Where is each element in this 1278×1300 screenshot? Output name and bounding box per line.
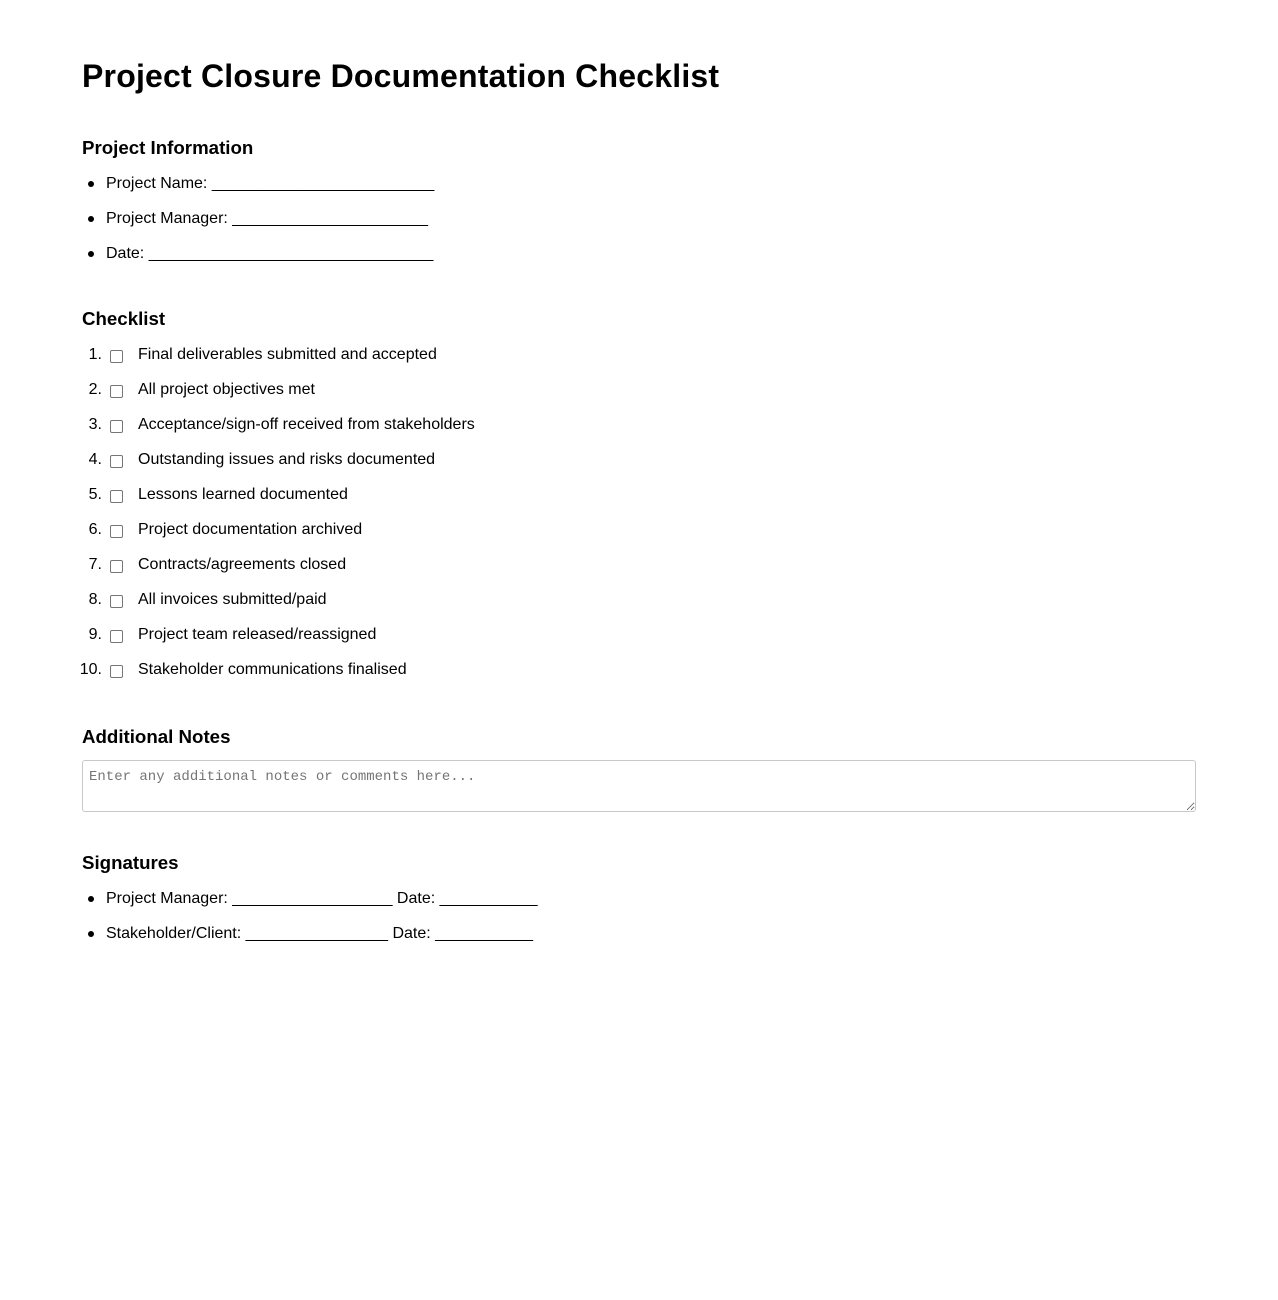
- item-number: 8.: [88, 591, 102, 608]
- checklist-item: [82, 625, 682, 660]
- item-number: 7.: [88, 556, 102, 573]
- bullet-icon: [88, 181, 94, 187]
- notes-heading: Additional Notes: [82, 726, 231, 747]
- checklist-item-label: Acceptance/sign-off received from stakeholders: [138, 416, 475, 433]
- checklist-item-label: Project team released/reassigned: [138, 626, 377, 643]
- item-number: 2.: [88, 381, 102, 398]
- project-name-blank: _________________________: [211, 175, 435, 192]
- checklist-checkbox[interactable]: [110, 385, 123, 398]
- notes-textarea[interactable]: [82, 760, 1196, 812]
- checklist: [79, 345, 682, 695]
- checklist-checkbox[interactable]: [110, 350, 123, 363]
- item-number: 3.: [88, 416, 102, 433]
- checklist-item: [82, 450, 682, 485]
- signatures-heading: Signatures: [82, 852, 179, 873]
- signature-date-blank: ___________: [435, 925, 534, 942]
- checklist-heading: Checklist: [82, 308, 166, 329]
- item-number: 5.: [88, 486, 102, 503]
- checklist-checkbox[interactable]: [110, 490, 123, 503]
- checklist-checkbox[interactable]: [110, 455, 123, 468]
- item-number: 6.: [88, 521, 102, 538]
- checklist-item: [82, 345, 682, 380]
- checklist-item: [82, 520, 682, 555]
- item-number: 4.: [88, 451, 102, 468]
- item-number: 10.: [79, 661, 102, 678]
- signature-date-blank: ___________: [439, 890, 538, 907]
- checklist-item-label: All invoices submitted/paid: [138, 591, 327, 608]
- bullet-icon: [88, 931, 94, 937]
- checklist-item-label: Final deliverables submitted and accepted: [138, 346, 437, 363]
- checklist-item-label: Project documentation archived: [138, 521, 363, 538]
- project-name-label: Project Name:: [106, 175, 208, 192]
- checklist-checkbox[interactable]: [110, 630, 123, 643]
- checklist-checkbox[interactable]: [110, 525, 123, 538]
- checklist-checkbox[interactable]: [110, 595, 123, 608]
- checklist-item: [82, 380, 682, 415]
- checklist-item-label: Lessons learned documented: [138, 486, 348, 503]
- bullet-icon: [88, 251, 94, 257]
- signature-label: Stakeholder/Client:: [106, 925, 242, 942]
- checklist-item-label: All project objectives met: [138, 381, 315, 398]
- page-title: Project Closure Documentation Checklist: [82, 58, 720, 94]
- checklist-checkbox[interactable]: [110, 560, 123, 573]
- checklist-checkbox[interactable]: [110, 665, 123, 678]
- checklist-item: [79, 660, 682, 695]
- bullet-icon: [88, 896, 94, 902]
- checklist-item-label: Stakeholder communications finalised: [138, 661, 407, 678]
- project-manager-blank: ______________________: [232, 210, 429, 227]
- signature-date-label: Date:: [392, 925, 431, 942]
- date-label: Date:: [106, 245, 145, 262]
- checklist-item: [82, 415, 682, 450]
- project-info-heading: Project Information: [82, 137, 254, 158]
- checklist-item: [82, 590, 682, 625]
- checklist-item-label: Outstanding issues and risks documented: [138, 451, 436, 468]
- checklist-item: [82, 555, 682, 590]
- checklist-checkbox[interactable]: [110, 420, 123, 433]
- signature-label: Project Manager:: [106, 890, 228, 907]
- date-blank: ________________________________: [148, 245, 434, 262]
- project-manager-label: Project Manager:: [106, 210, 228, 227]
- bullet-icon: [88, 216, 94, 222]
- item-number: 1.: [88, 346, 102, 363]
- checklist-item-label: Contracts/agreements closed: [138, 556, 347, 573]
- item-number: 9.: [88, 626, 102, 643]
- signature-blank: ________________: [245, 925, 389, 942]
- signature-blank: __________________: [232, 890, 393, 907]
- signature-date-label: Date:: [396, 890, 436, 907]
- checklist-item: [82, 485, 682, 520]
